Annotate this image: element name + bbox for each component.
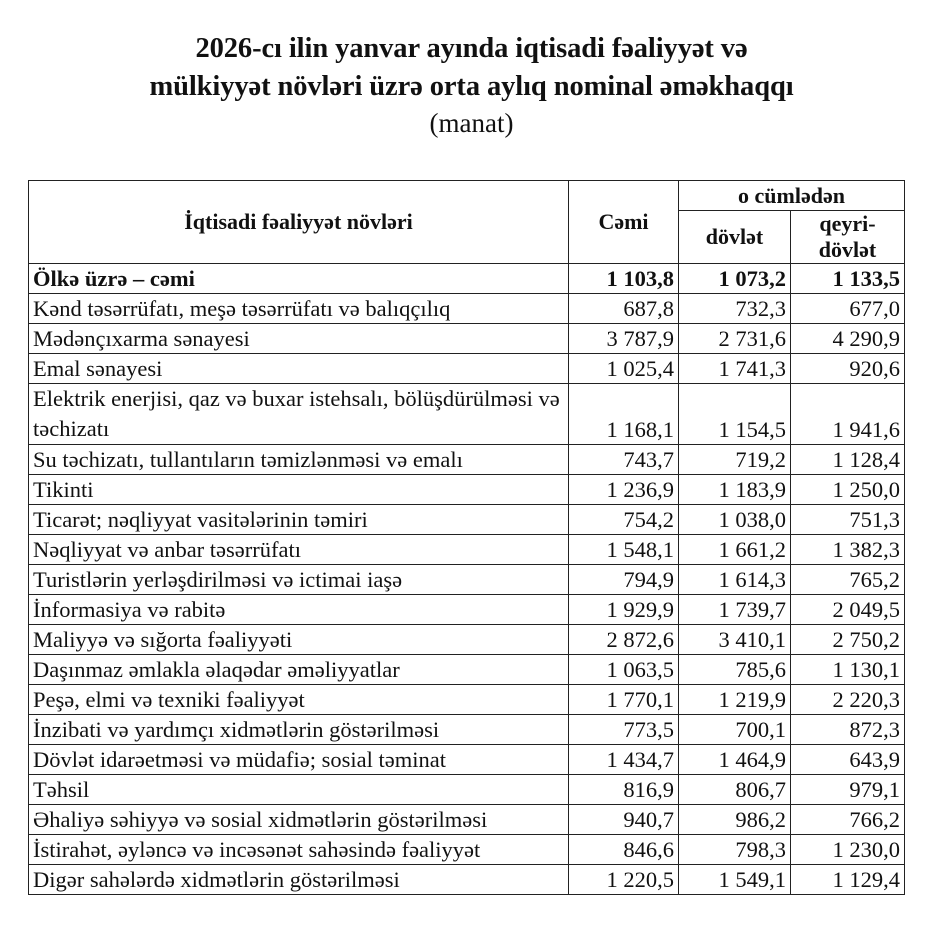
table-row [29, 715, 905, 745]
header-total: Cəmi [569, 181, 679, 264]
table-row [29, 835, 905, 865]
table-row [29, 775, 905, 805]
title-line-2: mülkiyyət növləri üzrə orta aylıq nominal əməkhaqqı [149, 71, 794, 102]
table-row [29, 595, 905, 625]
row-total: 773,5 [569, 715, 679, 745]
total-row [29, 264, 905, 294]
header-state: dövlət [679, 211, 791, 264]
document-title [0, 30, 943, 140]
row-non-state: 766,2 [791, 805, 905, 835]
table-row [29, 384, 905, 445]
row-non-state: 979,1 [791, 775, 905, 805]
row-total: 1 929,9 [569, 595, 679, 625]
row-non-state: 643,9 [791, 745, 905, 775]
row-state: 719,2 [679, 445, 791, 475]
row-name: Ticarət; nəqliyyat vasitələrinin təmiri [29, 505, 569, 535]
row-name: Təhsil [29, 775, 569, 805]
row-name: İnzibati və yardımçı xidmətlərin göstərilməsi [29, 715, 569, 745]
row-total: 1 220,5 [569, 865, 679, 895]
row-name: Peşə, elmi və texniki fəaliyyət [29, 685, 569, 715]
row-name: Maliyyə və sığorta fəaliyyəti [29, 625, 569, 655]
row-state: 1 154,5 [679, 384, 791, 445]
row-state: 1 219,9 [679, 685, 791, 715]
row-total: 3 787,9 [569, 324, 679, 354]
table-row [29, 865, 905, 895]
row-state: 3 410,1 [679, 625, 791, 655]
row-non-state: 4 290,9 [791, 324, 905, 354]
row-state: 798,3 [679, 835, 791, 865]
row-state: 1 073,2 [679, 264, 791, 294]
row-state: 986,2 [679, 805, 791, 835]
row-state: 1 038,0 [679, 505, 791, 535]
row-state: 1 464,9 [679, 745, 791, 775]
row-total: 1 103,8 [569, 264, 679, 294]
row-state: 700,1 [679, 715, 791, 745]
row-non-state: 2 750,2 [791, 625, 905, 655]
row-total: 1 168,1 [569, 384, 679, 445]
row-total: 743,7 [569, 445, 679, 475]
row-total: 2 872,6 [569, 625, 679, 655]
table-row [29, 685, 905, 715]
row-name: Daşınmaz əmlakla əlaqədar əməliyyatlar [29, 655, 569, 685]
table-row [29, 324, 905, 354]
row-state: 732,3 [679, 294, 791, 324]
wage-table [28, 180, 905, 895]
header-including: o cümlədən [679, 181, 905, 211]
row-total: 687,8 [569, 294, 679, 324]
row-name: Dövlət idarəetməsi və müdafiə; sosial təminat [29, 745, 569, 775]
row-non-state: 765,2 [791, 565, 905, 595]
row-name: Tikinti [29, 475, 569, 505]
row-non-state: 1 130,1 [791, 655, 905, 685]
table-row [29, 745, 905, 775]
row-non-state: 1 382,3 [791, 535, 905, 565]
table-row [29, 565, 905, 595]
row-non-state: 1 129,4 [791, 865, 905, 895]
row-total: 1 063,5 [569, 655, 679, 685]
row-name: Elektrik enerjisi, qaz və buxar istehsalı, bölüşdürülməsi və təchizatı [29, 384, 569, 445]
row-name: Mədənçıxarma sənayesi [29, 324, 569, 354]
row-total: 754,2 [569, 505, 679, 535]
table-row [29, 535, 905, 565]
table-row [29, 805, 905, 835]
row-name: Əhaliyə səhiyyə və sosial xidmətlərin göstərilməsi [29, 805, 569, 835]
row-total: 1 434,7 [569, 745, 679, 775]
row-state: 806,7 [679, 775, 791, 805]
row-total: 816,9 [569, 775, 679, 805]
header-non-state: qeyri- dövlət [791, 211, 905, 264]
row-non-state: 920,6 [791, 354, 905, 384]
row-state: 1 549,1 [679, 865, 791, 895]
row-total: 1 770,1 [569, 685, 679, 715]
row-state: 1 614,3 [679, 565, 791, 595]
row-name: Su təchizatı, tullantıların təmizlənməsi və emalı [29, 445, 569, 475]
row-name: Digər sahələrdə xidmətlərin göstərilməsi [29, 865, 569, 895]
table-row [29, 505, 905, 535]
row-name: İstirahət, əyləncə və incəsənət sahəsində fəaliyyət [29, 835, 569, 865]
header-activity: İqtisadi fəaliyyət növləri [29, 181, 569, 264]
row-state: 1 183,9 [679, 475, 791, 505]
row-total: 940,7 [569, 805, 679, 835]
row-state: 785,6 [679, 655, 791, 685]
row-name: Ölkə üzrə – cəmi [29, 264, 569, 294]
row-non-state: 872,3 [791, 715, 905, 745]
row-state: 1 741,3 [679, 354, 791, 384]
table-row [29, 294, 905, 324]
row-state: 2 731,6 [679, 324, 791, 354]
row-non-state: 677,0 [791, 294, 905, 324]
table-row [29, 445, 905, 475]
table-row [29, 354, 905, 384]
row-non-state: 2 049,5 [791, 595, 905, 625]
row-state: 1 661,2 [679, 535, 791, 565]
row-total: 1 548,1 [569, 535, 679, 565]
row-total: 1 236,9 [569, 475, 679, 505]
title-line-1: 2026-cı ilin yanvar ayında iqtisadi fəaliyyət və [195, 33, 748, 64]
row-name: Turistlərin yerləşdirilməsi və ictimai iaşə [29, 565, 569, 595]
row-name: Kənd təsərrüfatı, meşə təsərrüfatı və balıqçılıq [29, 294, 569, 324]
row-non-state: 1 230,0 [791, 835, 905, 865]
table-row [29, 475, 905, 505]
row-name: Nəqliyyat və anbar təsərrüfatı [29, 535, 569, 565]
row-total: 1 025,4 [569, 354, 679, 384]
row-non-state: 1 250,0 [791, 475, 905, 505]
row-non-state: 1 941,6 [791, 384, 905, 445]
row-non-state: 1 133,5 [791, 264, 905, 294]
table-row [29, 625, 905, 655]
row-non-state: 751,3 [791, 505, 905, 535]
unit-label: (manat) [429, 108, 514, 138]
row-total: 846,6 [569, 835, 679, 865]
row-non-state: 1 128,4 [791, 445, 905, 475]
row-state: 1 739,7 [679, 595, 791, 625]
row-name: İnformasiya və rabitə [29, 595, 569, 625]
row-total: 794,9 [569, 565, 679, 595]
row-name: Emal sənayesi [29, 354, 569, 384]
table-row [29, 655, 905, 685]
row-non-state: 2 220,3 [791, 685, 905, 715]
